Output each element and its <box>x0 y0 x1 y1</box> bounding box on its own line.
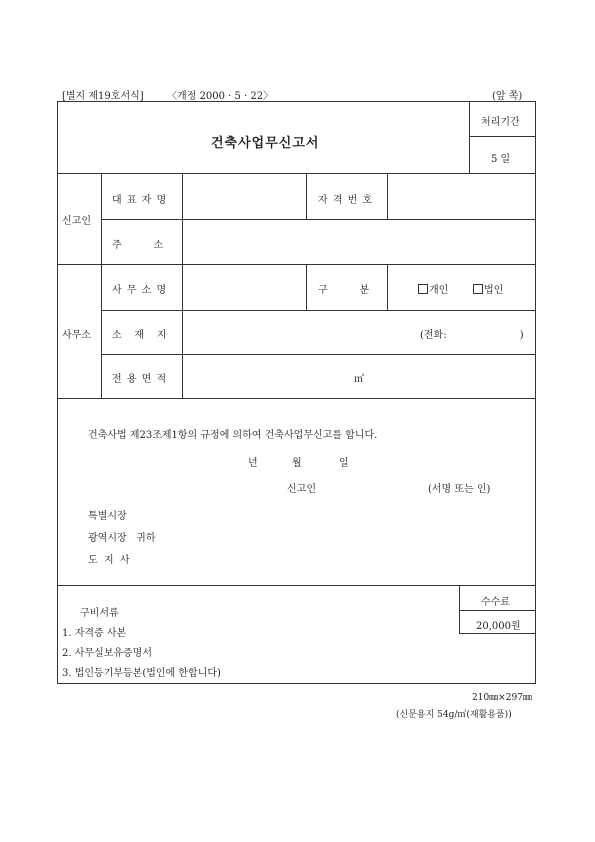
document-item: 1. 자격증 사본 <box>62 628 127 639</box>
corporate-label: 법인 <box>484 285 504 296</box>
date-month-label: 월 <box>292 458 302 469</box>
document-item: 2. 사무실보유증명서 <box>62 648 152 659</box>
recipient-special-city: 특별시장 <box>88 511 127 522</box>
paper-size: 210㎜×297㎜ <box>472 693 532 703</box>
page-side: (앞 쪽) <box>492 91 523 102</box>
type-label: 구 분 <box>318 285 370 296</box>
area-unit: ㎡ <box>354 374 364 385</box>
fee-value: 20,000원 <box>476 621 521 632</box>
applicant-section-label: 신고인 <box>62 216 91 227</box>
individual-checkbox[interactable] <box>418 284 428 294</box>
revision-note: 〈개정 2000 · 5 · 22〉 <box>167 91 274 102</box>
paper-spec: (신문용지 54g/㎡(재활용품)) <box>396 710 512 720</box>
form-title: 건축사업무신고서 <box>211 136 320 151</box>
signature-note: (서명 또는 인) <box>428 484 491 495</box>
type-corporate-option[interactable] <box>473 281 503 296</box>
processing-period-value: 5 일 <box>491 154 511 165</box>
individual-label: 개인 <box>429 285 449 296</box>
processing-period-label: 처리기간 <box>481 117 520 128</box>
rep-name-label: 대 표 자 명 <box>112 195 168 206</box>
declaration-statement: 건축사법 제23조제1항의 규정에 의하여 건축사업무신고를 합니다. <box>88 430 378 441</box>
license-number-label: 자 격 번 호 <box>318 195 374 206</box>
location-label: 소 재 지 <box>112 330 167 341</box>
fee-label: 수수료 <box>481 597 510 608</box>
required-documents-title: 구비서류 <box>80 608 119 619</box>
recipient-metro-city: 광역시장 귀하 <box>88 533 156 544</box>
type-individual-option[interactable] <box>418 281 448 296</box>
signer-label: 신고인 <box>287 484 316 495</box>
document-item: 3. 법인등기부등본(법인에 한합니다) <box>62 668 221 679</box>
form-frame <box>57 101 536 684</box>
area-label: 전 용 면 적 <box>112 374 168 385</box>
form-reference: [별지 제19호서식] <box>62 91 144 102</box>
office-name-label: 사 무 소 명 <box>112 285 168 296</box>
recipient-governor: 도 지 사 <box>88 555 130 566</box>
address-label: 주 소 <box>112 240 164 251</box>
corporate-checkbox[interactable] <box>473 284 483 294</box>
office-section-label: 사무소 <box>62 330 91 341</box>
phone-field[interactable]: (전화: ) <box>420 330 524 341</box>
date-day-label: 일 <box>339 458 349 469</box>
date-year-label: 년 <box>248 458 258 469</box>
